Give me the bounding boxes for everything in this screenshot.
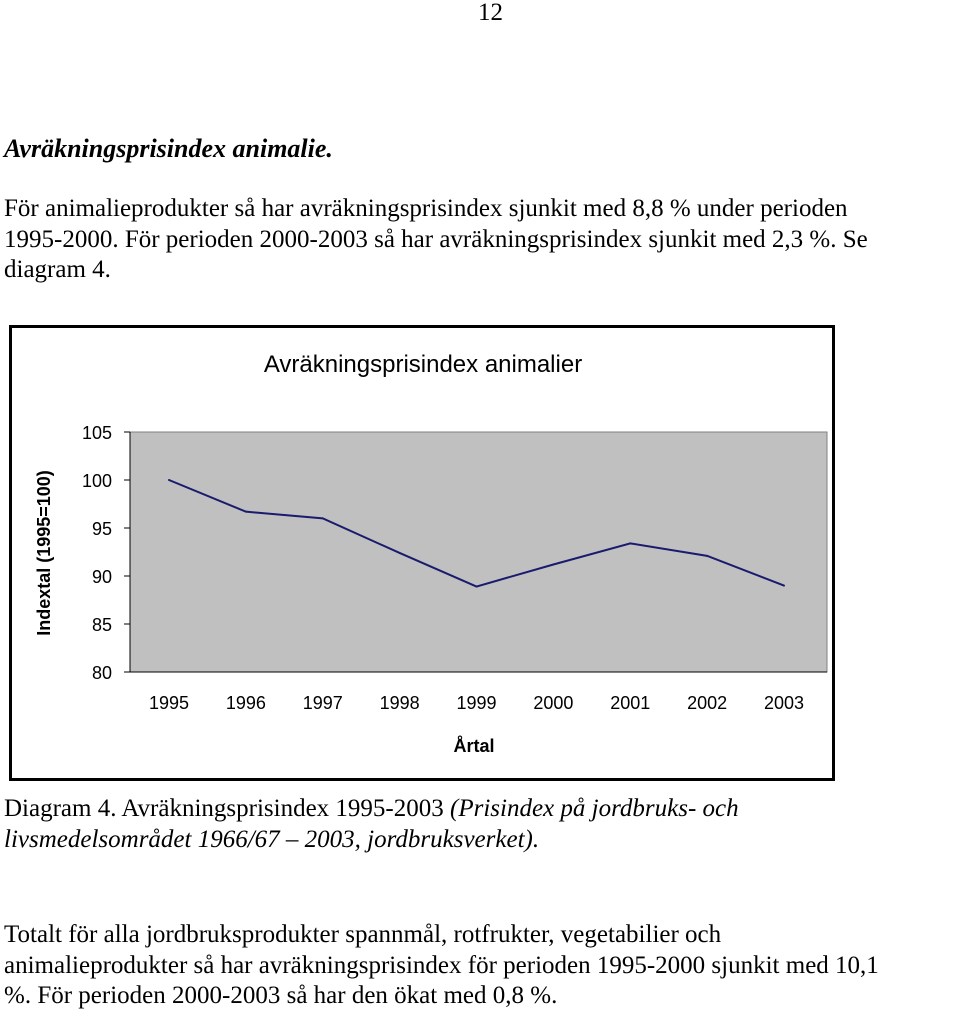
- data-point: [706, 555, 708, 557]
- y-tick-label: 90: [91, 567, 112, 587]
- x-tick-label: 1995: [148, 693, 190, 713]
- y-axis-label: Indextal (1995=100): [34, 470, 54, 636]
- y-tick-label: 105: [81, 423, 112, 443]
- x-tick-label: 2003: [763, 693, 805, 713]
- x-tick-label: 1998: [379, 693, 420, 713]
- paragraph-line: För animalieprodukter så har avräkningsprisindex sjunkit med 8,8 % under perioden: [4, 195, 848, 222]
- data-point: [783, 585, 785, 587]
- caption-line-1: [4, 794, 739, 825]
- data-point: [168, 479, 170, 481]
- section-heading: Avräkningsprisindex animalie.: [4, 134, 333, 163]
- data-point: [322, 517, 324, 519]
- page-number: 12: [478, 0, 503, 26]
- chart-frame: [9, 325, 835, 781]
- paragraph-total: [4, 920, 879, 1012]
- caption-line-2: livsmedelsområdet 1966/67 – 2003, jordbruksverket).: [4, 825, 540, 853]
- x-tick-label: 2000: [533, 693, 574, 713]
- y-tick-label: 100: [81, 471, 112, 491]
- caption-text: Diagram 4. Avräkningsprisindex 1995-2003: [4, 795, 450, 822]
- paragraph-line: Totalt för alla jordbruksprodukter spannmål, rotfrukter, vegetabilier och: [4, 921, 722, 948]
- data-point: [552, 563, 554, 565]
- paragraph-line: 1995-2000. För perioden 2000-2003 så har avräkningsprisindex sjunkit med 2,3 %. Se: [4, 225, 868, 253]
- line-chart: [12, 328, 832, 778]
- y-tick-label: 95: [91, 519, 112, 539]
- x-tick-label: 1997: [302, 693, 343, 713]
- x-tick-label: 2002: [687, 693, 728, 713]
- x-tick-label: 2001: [610, 693, 651, 713]
- x-tick-label: 1996: [225, 693, 266, 713]
- chart-title: Avräkningsprisindex animalier: [263, 351, 583, 378]
- y-tick-label: 80: [91, 663, 112, 683]
- paragraph-intro: [4, 194, 868, 286]
- y-tick-label: 85: [91, 615, 112, 635]
- data-point: [245, 511, 247, 513]
- x-tick-label: 1999: [456, 693, 497, 713]
- x-axis-label: Årtal: [453, 736, 495, 756]
- data-point: [399, 552, 401, 554]
- paragraph-line: %. För perioden 2000-2003 så har den ökat med 0,8 %.: [4, 982, 558, 1009]
- plot-area: [130, 432, 827, 672]
- data-point: [629, 542, 631, 544]
- paragraph-line: animalieprodukter så har avräkningsprisindex för perioden 1995-2000 sjunkit med 10,1: [4, 951, 879, 979]
- figure-caption: [4, 794, 739, 855]
- caption-source: (Prisindex på jordbruks- och: [450, 795, 739, 822]
- data-point: [476, 586, 478, 588]
- paragraph-line: diagram 4.: [4, 256, 111, 283]
